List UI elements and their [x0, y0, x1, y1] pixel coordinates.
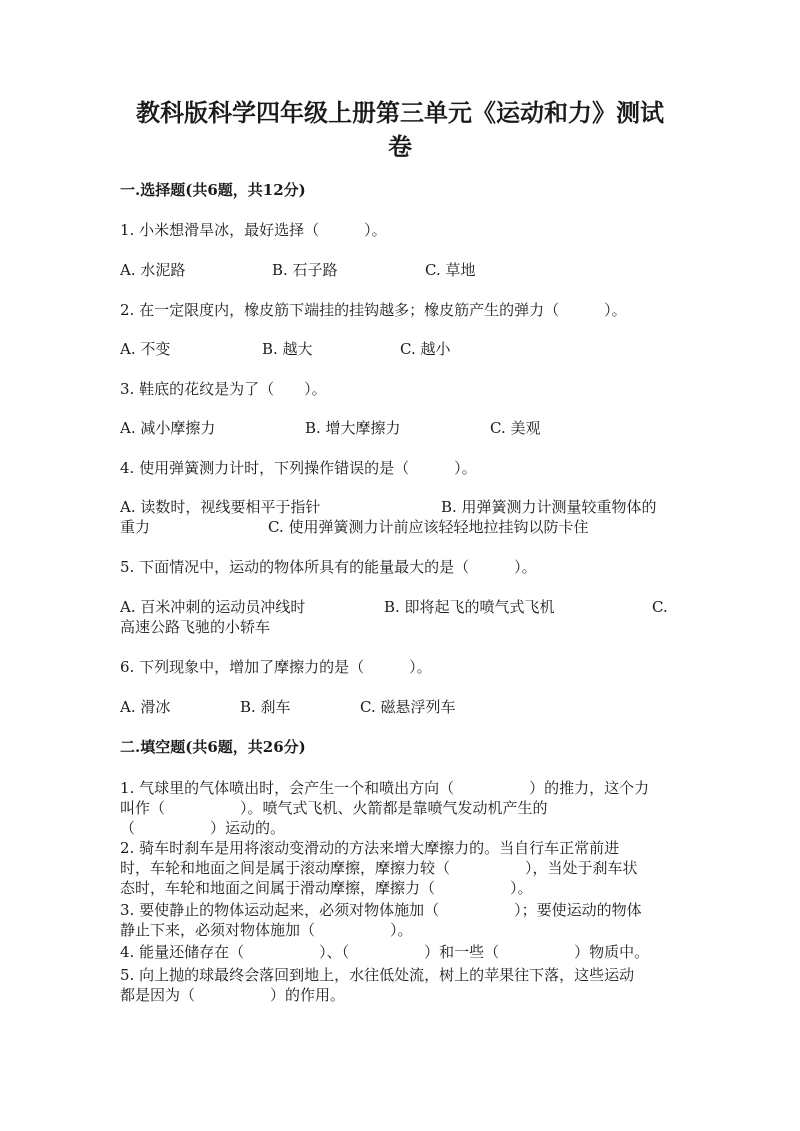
fill-line: 4. 能量还储存在（ ）、（ ）和一些（ ）物质中。	[120, 943, 650, 961]
page-title-line-1: 教科版科学四年级上册第三单元《运动和力》测试	[136, 98, 664, 127]
fill-line: 1. 气球里的气体喷出时，会产生一个和喷出方向（ ）的推力，这个力	[120, 779, 650, 797]
page-title-line-2: 卷	[388, 132, 412, 161]
option-b: B. 石子路	[272, 261, 338, 279]
fill-line: 都是因为（ ）的作用。	[120, 986, 346, 1004]
option-b-line2: 重力	[120, 518, 151, 536]
option-c: C. 美观	[490, 419, 541, 437]
option-c: C. 越小	[400, 340, 451, 358]
option-a: A. 不变	[120, 340, 171, 358]
option-a: A. 水泥路	[120, 261, 186, 279]
option-c: C. 使用弹簧测力计前应该轻轻地拉挂钩以防卡住	[268, 518, 589, 536]
option-c: C. 草地	[425, 261, 476, 279]
option-c-label: C.	[652, 598, 668, 616]
fill-line: 时，车轮和地面之间是属于滚动摩擦，摩擦力较（ ），当处于刹车状	[120, 859, 638, 877]
option-c-text: 高速公路飞驰的小轿车	[120, 618, 271, 636]
option-a: A. 百米冲刺的运动员冲线时	[120, 598, 306, 616]
fill-line: 态时，车轮和地面之间属于滑动摩擦，摩擦力（ ）。	[120, 879, 533, 897]
option-b: B. 增大摩擦力	[305, 419, 401, 437]
fill-line: 静止下来，必须对物体施加（ ）。	[120, 921, 413, 939]
section-heading-fill: 二.填空题(共6题，共26分)	[120, 738, 306, 756]
option-c: C. 磁悬浮列车	[360, 698, 456, 716]
option-a: A. 滑冰	[120, 698, 171, 716]
fill-line: 3. 要使静止的物体运动起来，必须对物体施加（ ）；要使运动的物体	[120, 901, 642, 919]
option-b: B. 即将起飞的喷气式飞机	[384, 598, 555, 616]
option-b-line1: B. 用弹簧测力计测量较重物体的	[441, 498, 657, 516]
question-stem: 4. 使用弹簧测力计时，下列操作错误的是（ ）。	[120, 459, 477, 477]
question-stem: 5. 下面情况中，运动的物体所具有的能量最大的是（ ）。	[120, 558, 537, 576]
option-b: B. 越大	[262, 340, 313, 358]
option-a: A. 减小摩擦力	[120, 419, 216, 437]
option-a: A. 读数时，视线要相平于指针	[120, 498, 321, 516]
question-stem: 1. 小米想滑旱冰，最好选择（ ）。	[120, 221, 387, 239]
question-stem: 2. 在一定限度内，橡皮筋下端挂的挂钩越多；橡皮筋产生的弹力（ ）。	[120, 301, 627, 319]
fill-line: （ ）运动的。	[120, 819, 286, 837]
fill-line: 2. 骑车时刹车是用将滚动变滑动的方法来增大摩擦力的。当自行车正常前进	[120, 839, 620, 857]
page-title	[110, 96, 690, 164]
fill-line: 叫作（ ）。喷气式飞机、火箭都是靠喷气发动机产生的	[120, 799, 548, 817]
question-stem: 6. 下列现象中，增加了摩擦力的是（ ）。	[120, 658, 432, 676]
fill-line: 5. 向上抛的球最终会落回到地上，水往低处流，树上的苹果往下落，这些运动	[120, 966, 635, 984]
option-b: B. 刹车	[240, 698, 291, 716]
question-stem: 3. 鞋底的花纹是为了（ ）。	[120, 380, 327, 398]
section-heading-choice: 一.选择题(共6题，共12分)	[120, 181, 306, 199]
